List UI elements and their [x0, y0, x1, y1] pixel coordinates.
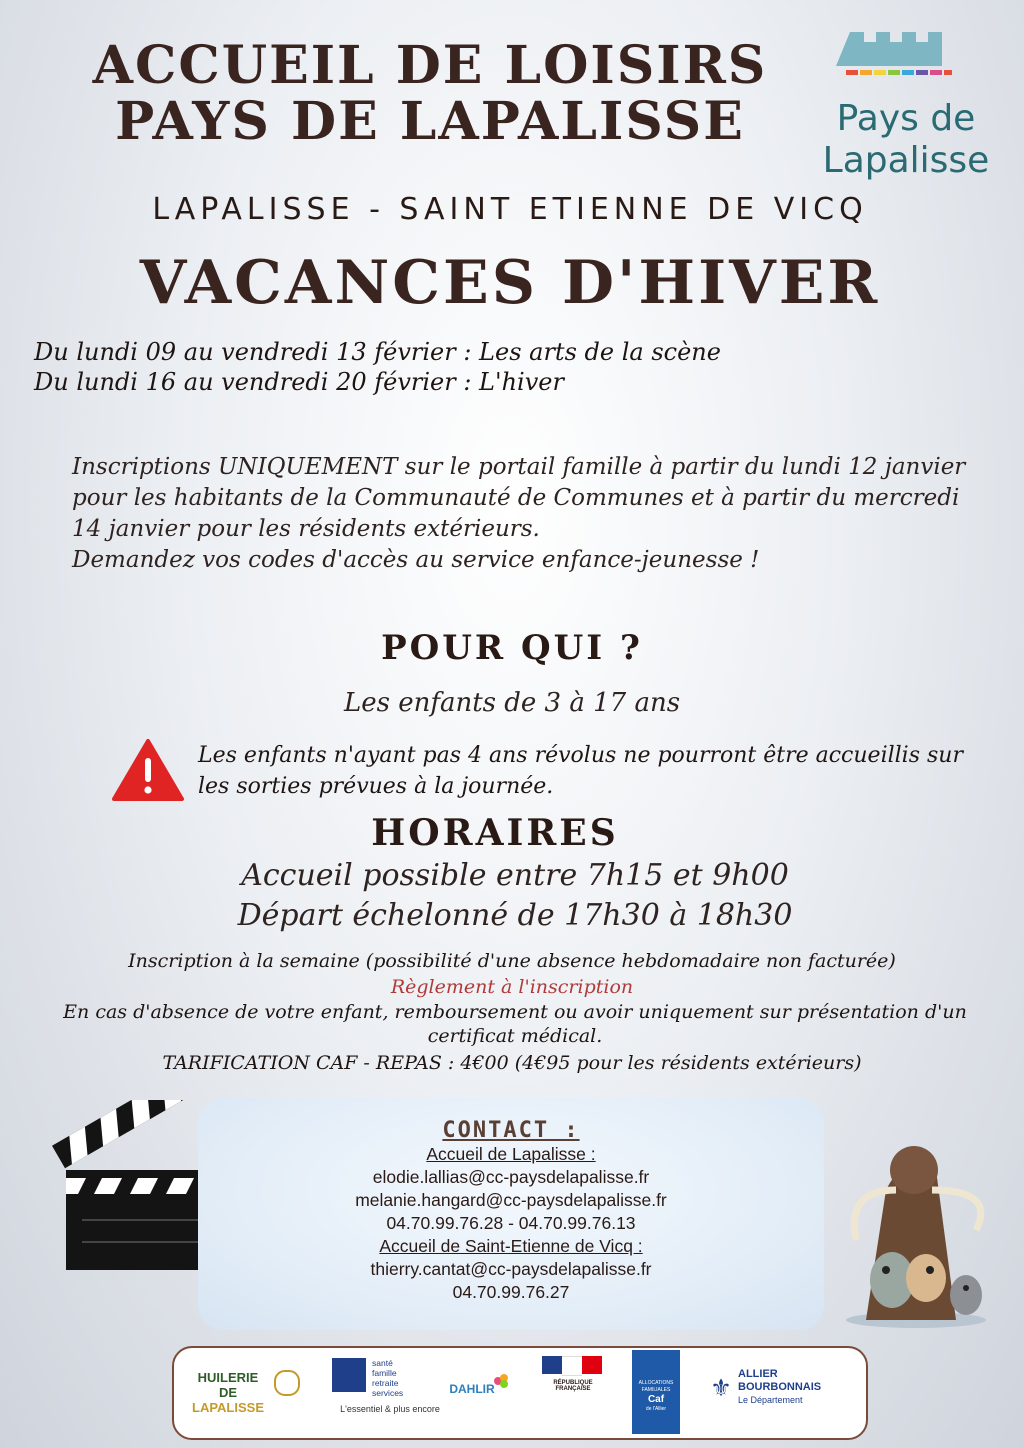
- partners-banner: [172, 1346, 868, 1440]
- contact-phone-saint-etienne: 04.70.99.76.27: [452, 1282, 570, 1302]
- allier-line2: BOURBONNAIS: [738, 1381, 822, 1393]
- caf-logo: [632, 1350, 680, 1434]
- contact-phones-lapalisse: 04.70.99.76.28 - 04.70.99.76.13: [386, 1213, 636, 1233]
- msa-word-4: services: [372, 1388, 404, 1398]
- msa-word-1: santé: [372, 1358, 393, 1368]
- msa-word-2: famille: [372, 1368, 397, 1378]
- pour-qui-title: POUR QUI ?: [381, 628, 643, 668]
- holiday-title: VACANCES D'HIVER: [139, 248, 881, 318]
- title-line1: ACCUEIL DE LOISIRS: [92, 35, 768, 96]
- contact-email-melanie[interactable]: melanie.hangard@cc-paysdelapalisse.fr: [355, 1190, 667, 1210]
- title-line2: PAYS DE LAPALISSE: [115, 91, 745, 152]
- republique-text: RÉPUBLIQUE FRANÇAISE: [553, 1380, 593, 1392]
- flag-blue: [542, 1356, 562, 1374]
- flag-white: [562, 1356, 582, 1376]
- horaire-accueil: Accueil possible entre 7h15 et 9h00: [241, 858, 789, 893]
- contact-email-thierry[interactable]: thierry.cantat@cc-paysdelapalisse.fr: [370, 1259, 652, 1279]
- date-line-1: Du lundi 09 au vendredi 13 février : Les arts de la scène: [34, 338, 721, 366]
- mammoth-illustration: [826, 1130, 1012, 1330]
- dahlir-mark-icon: [492, 1372, 510, 1390]
- allier-text: [738, 1368, 821, 1407]
- huilerie-logo: [188, 1370, 268, 1415]
- age-range-text: Les enfants de 3 à 17 ans: [343, 688, 681, 718]
- warning-icon: [112, 738, 184, 802]
- date-line-2: Du lundi 16 au vendredi 20 février : L'hiver: [34, 368, 564, 396]
- msa-logo: [332, 1358, 450, 1434]
- caf-region: de l'Allier: [645, 1406, 667, 1412]
- msa-words: [372, 1358, 403, 1398]
- contact-box: [198, 1098, 824, 1330]
- dahlir-logo: DAHLIR: [449, 1382, 495, 1396]
- logo-line2: Lapalisse: [822, 140, 990, 181]
- huilerie-seal: [274, 1370, 300, 1396]
- msa-mark-icon: [332, 1358, 366, 1392]
- info-reglement: Règlement à l'inscription: [390, 976, 634, 998]
- msa-tagline: L'essentiel & plus encore: [340, 1404, 440, 1414]
- info-inscription: Inscription à la semaine (possibilité d'une absence hebdomadaire non facturée): [128, 950, 896, 972]
- info-tarification: TARIFICATION CAF - REPAS : 4€00 (4€95 pour les résidents extérieurs): [162, 1052, 862, 1074]
- caf-line2: FAMILIALES: [641, 1387, 671, 1393]
- subtitle: LAPALISSE - SAINT ETIENNE DE VICQ: [152, 192, 868, 227]
- clapperboard-icon: [52, 1100, 222, 1280]
- msa-word-3: retraite: [372, 1378, 399, 1388]
- huilerie-line2: LAPALISSE: [192, 1400, 264, 1415]
- allier-line1: ALLIER: [738, 1368, 778, 1380]
- inscriptions-block: [72, 452, 992, 576]
- inscriptions-text: Inscriptions UNIQUEMENT sur le portail famille à partir du lundi 12 janvier pour les habitants de la Communauté de Communes et à partir du mercredi 14 janvier pour les résidents extérieurs.: [72, 454, 966, 542]
- codes-text: Demandez vos codes d'accès au service enfance-jeunesse !: [72, 547, 760, 573]
- horaire-depart: Départ échelonné de 17h30 à 18h30: [237, 898, 793, 933]
- contact-site-lapalisse: Accueil de Lapalisse :: [426, 1144, 596, 1164]
- allier-line3: Le Département: [738, 1395, 803, 1405]
- fleur-de-lis-icon: ⚜: [710, 1375, 732, 1402]
- logo-wordmark: [806, 98, 1006, 182]
- contact-email-elodie[interactable]: elodie.lallias@cc-paysdelapalisse.fr: [372, 1167, 650, 1187]
- horaires-title: HORAIRES: [371, 812, 619, 854]
- allier-bourbonnais-logo: [710, 1368, 850, 1424]
- republique-francaise-logo: [542, 1356, 604, 1432]
- info-absence: En cas d'absence de votre enfant, remboursement ou avoir uniquement sur présentation d'un certificat médical.: [63, 1001, 967, 1047]
- huilerie-line1: HUILERIE DE: [197, 1370, 259, 1400]
- caf-line1: ALLOCATIONS: [638, 1380, 674, 1386]
- flag-red: [582, 1356, 602, 1374]
- contact-site-saint-etienne: Accueil de Saint-Etienne de Vicq :: [379, 1236, 643, 1256]
- logo-line1: Pays de: [836, 98, 976, 139]
- caf-name: Caf: [647, 1394, 665, 1405]
- contact-title: CONTACT :: [442, 1118, 580, 1143]
- warning-text: Les enfants n'ayant pas 4 ans révolus ne pourront être accueillis sur les sorties prévues à la journée.: [198, 743, 963, 799]
